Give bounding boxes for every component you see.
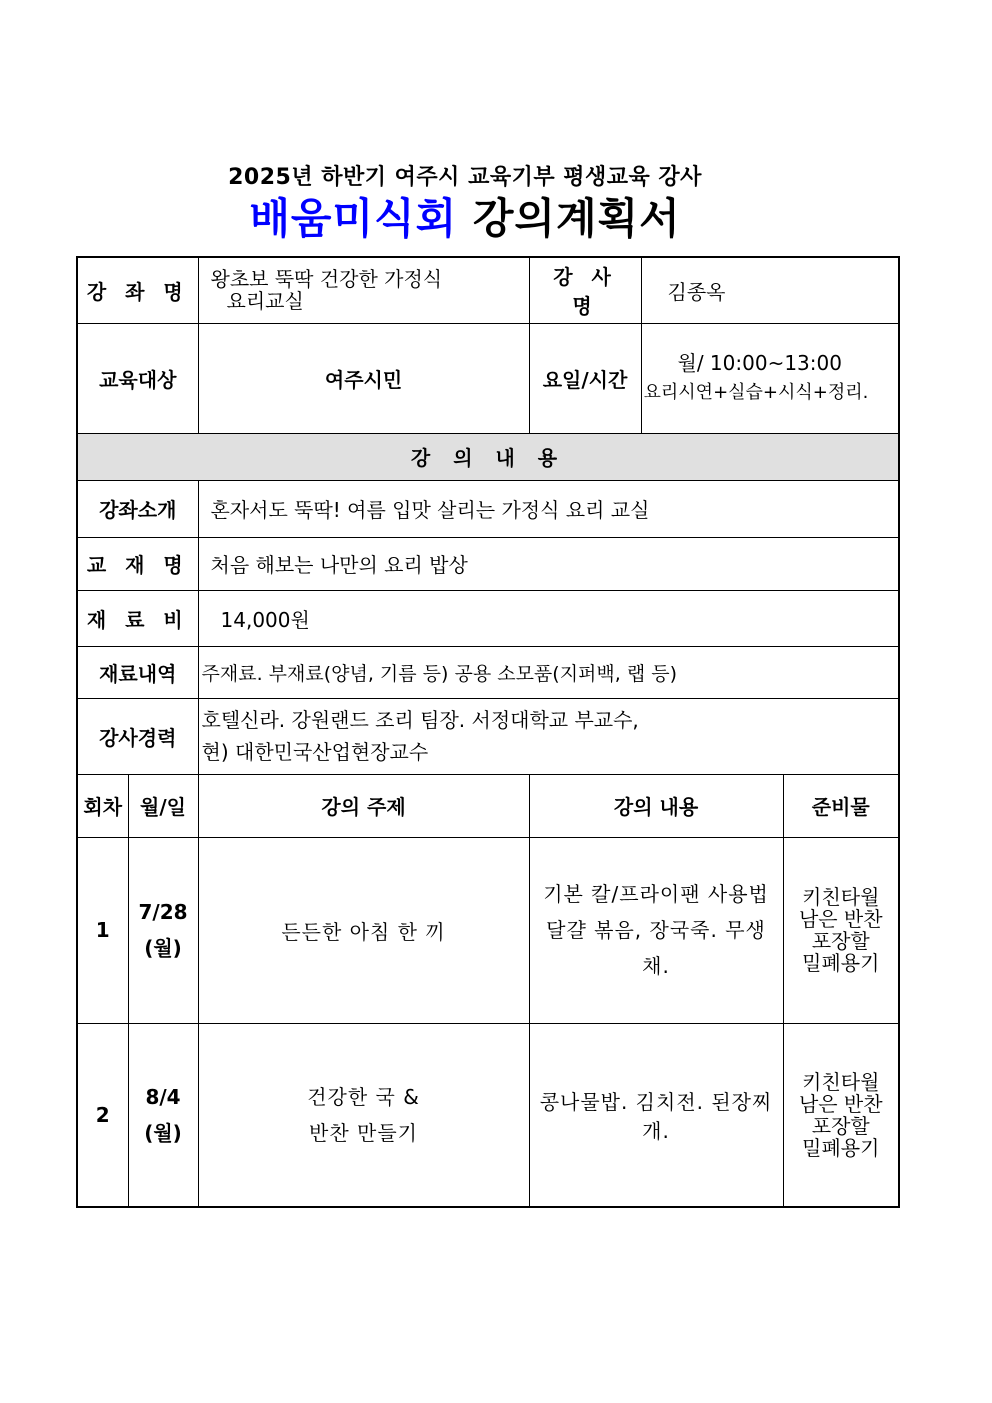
section-row (77, 433, 899, 480)
schedule-value: 월/ 10:00~13:00 요리시연+실습+시식+정리. (641, 323, 899, 433)
schedule-header-row (77, 774, 899, 837)
career-row (77, 698, 899, 774)
fee-value: 14,000원 (198, 590, 899, 646)
target-row (77, 323, 899, 433)
session-supplies: 키친타월 남은 반찬 포장할 밀폐용기 (783, 1023, 899, 1207)
header-date: 월/일 (128, 774, 198, 837)
header-topic: 강의 주제 (198, 774, 529, 837)
textbook-label: 교 재 명 (77, 537, 198, 590)
session-content: 콩나물밥. 김치전. 된장찌개. (529, 1023, 783, 1207)
session-date: 8/4 (월) (128, 1023, 198, 1207)
section-title: 강 의 내 용 (77, 433, 899, 480)
lecture-plan-table (76, 256, 900, 1208)
course-label: 강 좌 명 (77, 257, 198, 323)
textbook-value: 처음 해보는 나만의 요리 밥상 (198, 537, 899, 590)
session-date: 7/28 (월) (128, 837, 198, 1023)
header-supplies: 준비물 (783, 774, 899, 837)
target-label: 교육대상 (77, 323, 198, 433)
session-number: 1 (77, 837, 128, 1023)
document-subtitle: 2025년 하반기 여주시 교육기부 평생교육 강사 (228, 165, 702, 190)
target-value: 여주시민 (198, 323, 529, 433)
title-rest: 강의계획서 (472, 194, 681, 243)
intro-row (77, 480, 899, 537)
session-topic: 든든한 아침 한 끼 (198, 837, 529, 1023)
instructor-label: 강 사 명 (529, 257, 641, 323)
session-row (77, 1023, 899, 1207)
career-label: 강사경력 (77, 698, 198, 774)
schedule-label: 요일/시간 (529, 323, 641, 433)
fee-label: 재 료 비 (77, 590, 198, 646)
textbook-row (77, 537, 899, 590)
title-highlight: 배움미식회 (249, 194, 458, 243)
materials-label: 재료내역 (77, 646, 198, 698)
course-row (77, 257, 899, 323)
document-title (0, 186, 930, 246)
header-session: 회차 (77, 774, 128, 837)
session-supplies: 키친타월 남은 반찬 포장할 밀폐용기 (783, 837, 899, 1023)
materials-row (77, 646, 899, 698)
fee-row (77, 590, 899, 646)
session-content: 기본 칼/프라이팬 사용법 달걀 볶음, 장국죽. 무생채. (529, 837, 783, 1023)
header-content: 강의 내용 (529, 774, 783, 837)
intro-value: 혼자서도 뚝딱! 여름 입맛 살리는 가정식 요리 교실 (198, 480, 899, 537)
session-number: 2 (77, 1023, 128, 1207)
session-topic: 건강한 국 & 반찬 만들기 (198, 1023, 529, 1207)
instructor-name: 김종옥 (641, 257, 899, 323)
course-name: 왕초보 뚝딱 건강한 가정식 요리교실 (198, 257, 529, 323)
intro-label: 강좌소개 (77, 480, 198, 537)
career-value: 호텔신라. 강원랜드 조리 팀장. 서정대학교 부교수, 현) 대한민국산업현장교수 (198, 698, 899, 774)
materials-value: 주재료. 부재료(양념, 기름 등) 공용 소모품(지퍼백, 랩 등) (198, 646, 899, 698)
session-row (77, 837, 899, 1023)
